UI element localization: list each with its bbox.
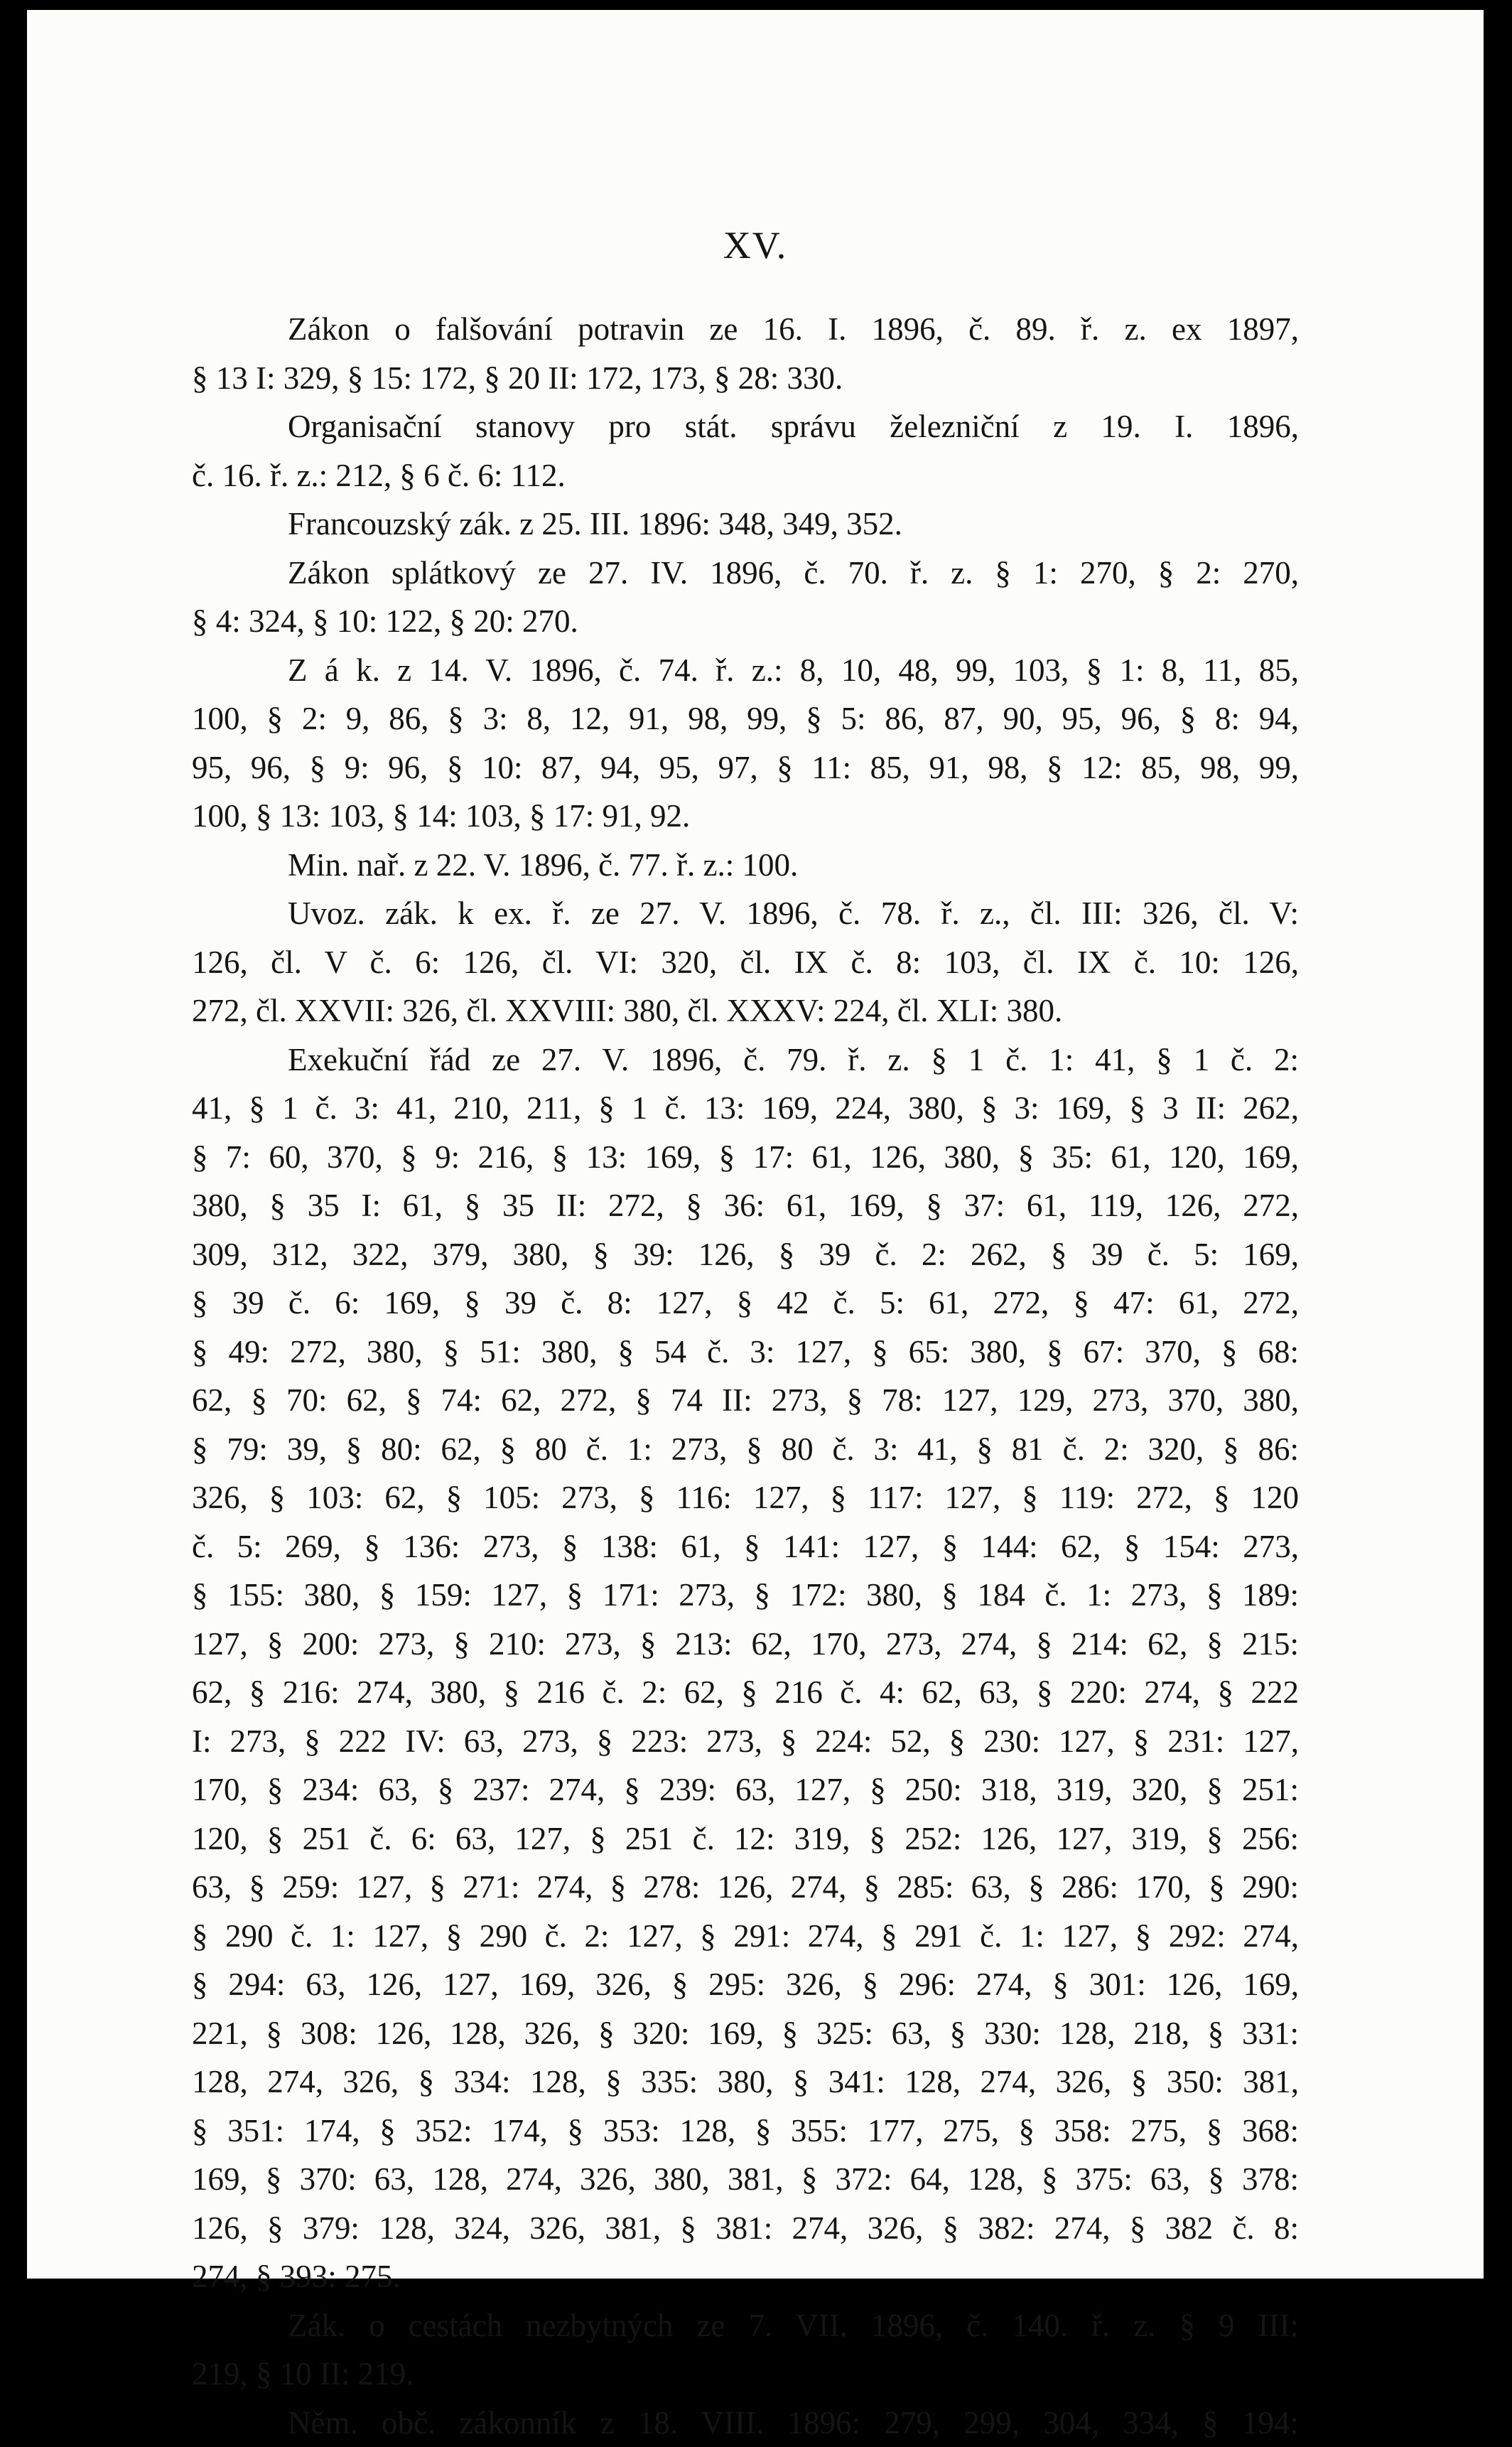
text-line: 62, § 216: 274, 380, § 216 č. 2: 62, § 216 č. 4: 62, 63, § 220: 274, § 222	[192, 1668, 1299, 1717]
text-line: I: 273, § 222 IV: 63, 273, § 223: 273, § 224: 52, § 230: 127, § 231: 127,	[192, 1717, 1299, 1766]
text-line: 326, § 103: 62, § 105: 273, § 116: 127, § 117: 127, § 119: 272, § 120	[192, 1473, 1299, 1522]
text-line: § 351: 174, § 352: 174, § 353: 128, § 355: 177, 275, § 358: 275, § 368:	[192, 2107, 1299, 2156]
text-line: 100, § 2: 9, 86, § 3: 8, 12, 91, 98, 99, § 5: 86, 87, 90, 95, 96, § 8: 94,	[192, 694, 1299, 743]
text-line: § 155: 380, § 159: 127, § 171: 273, § 172: 380, § 184 č. 1: 273, § 189:	[192, 1571, 1299, 1620]
text-line: Zák. o cestách nezbytných ze 7. VII. 1896, č. 140. ř. z. § 9 III:	[192, 2301, 1299, 2350]
text-line: 380, § 35 I: 61, § 35 II: 272, § 36: 61, 169, § 37: 61, 119, 126, 272,	[192, 1181, 1299, 1230]
text-line: 126, § 379: 128, 324, 326, 381, § 381: 274, 326, § 382: 274, § 382 č. 8:	[192, 2204, 1299, 2253]
text-line: § 39 č. 6: 169, § 39 č. 8: 127, § 42 č. 5: 61, 272, § 47: 61, 272,	[192, 1279, 1299, 1328]
book-page	[27, 10, 1484, 2279]
text-line: Francouzský zák. z 25. III. 1896: 348, 349, 352.	[192, 500, 1299, 549]
text-line: § 7: 60, 370, § 9: 216, § 13: 169, § 17: 61, 126, 380, § 35: 61, 120, 169,	[192, 1133, 1299, 1182]
text-line: 272, čl. XXVII: 326, čl. XXVIII: 380, čl. XXXV: 224, čl. XLI: 380.	[192, 986, 1299, 1036]
text-line: Organisační stanovy pro stát. správu železniční z 19. I. 1896,	[192, 402, 1299, 451]
text-line: § 294: 63, 126, 127, 169, 326, § 295: 326, § 296: 274, § 301: 126, 169,	[192, 1960, 1299, 2009]
text-line: 95, 96, § 9: 96, § 10: 87, 94, 95, 97, § 11: 85, 91, 98, § 12: 85, 98, 99,	[192, 743, 1299, 792]
text-line: č. 5: 269, § 136: 273, § 138: 61, § 141: 127, § 144: 62, § 154: 273,	[192, 1522, 1299, 1571]
text-line: 120, § 251 č. 6: 63, 127, § 251 č. 12: 319, § 252: 126, 127, 319, § 256:	[192, 1814, 1299, 1864]
text-line: 170, § 234: 63, § 237: 274, § 239: 63, 127, § 250: 318, 319, 320, § 251:	[192, 1765, 1299, 1814]
text-line: Exekuční řád ze 27. V. 1896, č. 79. ř. z. § 1 č. 1: 41, § 1 č. 2:	[192, 1036, 1299, 1085]
text-line: 309, 312, 322, 379, 380, § 39: 126, § 39 č. 2: 262, § 39 č. 5: 169,	[192, 1230, 1299, 1279]
text-line: § 4: 324, § 10: 122, § 20: 270.	[192, 597, 1299, 646]
text-line: Uvoz. zák. k ex. ř. ze 27. V. 1896, č. 78. ř. z., čl. III: 326, čl. V:	[192, 889, 1299, 938]
text-line: § 13 I: 329, § 15: 172, § 20 II: 172, 173, § 28: 330.	[192, 354, 1299, 403]
text-line: 63, § 259: 127, § 271: 274, § 278: 126, 274, § 285: 63, § 286: 170, § 290:	[192, 1863, 1299, 1912]
text-line: 221, § 308: 126, 128, 326, § 320: 169, § 325: 63, § 330: 128, 218, § 331:	[192, 2009, 1299, 2058]
text-line: 169, § 370: 63, 128, 274, 326, 380, 381, § 372: 64, 128, § 375: 63, § 378:	[192, 2155, 1299, 2204]
text-line: 127, § 200: 273, § 210: 273, § 213: 62, 170, 273, 274, § 214: 62, § 215:	[192, 1620, 1299, 1669]
text-line: Zákon o falšování potravin ze 16. I. 1896, č. 89. ř. z. ex 1897,	[192, 305, 1299, 354]
text-line: § 290 č. 1: 127, § 290 č. 2: 127, § 291: 274, § 291 č. 1: 127, § 292: 274,	[192, 1912, 1299, 1961]
text-line: § 49: 272, 380, § 51: 380, § 54 č. 3: 127, § 65: 380, § 67: 370, § 68:	[192, 1328, 1299, 1377]
text-line: 128, 274, 326, § 334: 128, § 335: 380, § 341: 128, 274, 326, § 350: 381,	[192, 2058, 1299, 2107]
text-line: Z á k. z 14. V. 1896, č. 74. ř. z.: 8, 10, 48, 99, 103, § 1: 8, 11, 85,	[192, 646, 1299, 695]
text-line: 126, čl. V č. 6: 126, čl. VI: 320, čl. IX č. 8: 103, čl. IX č. 10: 126,	[192, 938, 1299, 987]
text-line: 219, § 10 II: 219.	[192, 2350, 1299, 2399]
text-line: č. 16. ř. z.: 212, § 6 č. 6: 112.	[192, 451, 1299, 500]
text-line: Min. nař. z 22. V. 1896, č. 77. ř. z.: 100.	[192, 841, 1299, 890]
text-line: 62, § 70: 62, § 74: 62, 272, § 74 II: 273, § 78: 127, 129, 273, 370, 380,	[192, 1376, 1299, 1425]
text-line: Něm. obč. zákonník z 18. VIII. 1896: 279, 299, 304, 334, § 194:	[192, 2399, 1299, 2447]
text-line: 274, § 393: 275.	[192, 2252, 1299, 2301]
text-line: 100, § 13: 103, § 14: 103, § 17: 91, 92.	[192, 792, 1299, 841]
page-number: XV.	[27, 223, 1484, 267]
text-line: 41, § 1 č. 3: 41, 210, 211, § 1 č. 13: 169, 224, 380, § 3: 169, § 3 II: 262,	[192, 1084, 1299, 1133]
index-text-block	[192, 305, 1299, 2447]
text-line: Zákon splátkový ze 27. IV. 1896, č. 70. ř. z. § 1: 270, § 2: 270,	[192, 549, 1299, 598]
text-line: § 79: 39, § 80: 62, § 80 č. 1: 273, § 80 č. 3: 41, § 81 č. 2: 320, § 86:	[192, 1425, 1299, 1474]
